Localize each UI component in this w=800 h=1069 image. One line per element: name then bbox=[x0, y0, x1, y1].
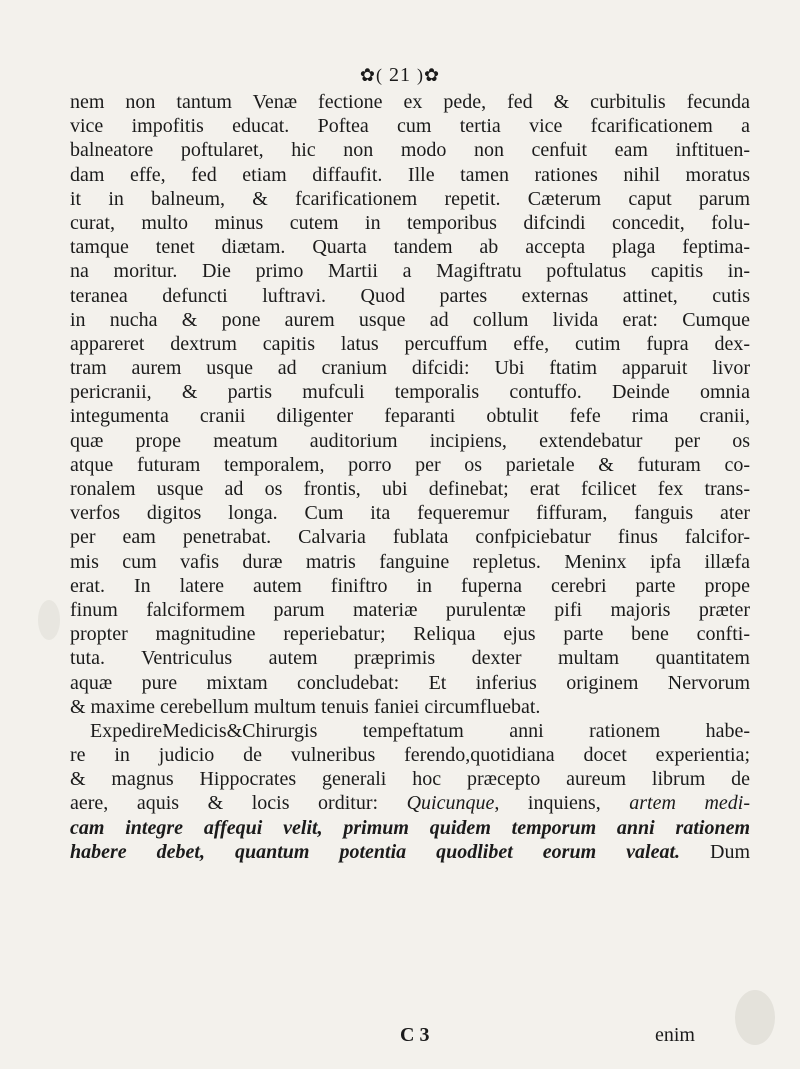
text-line: mis cum vafis duræ matris fanguine repletus. Meninx ipfa illæfa bbox=[70, 550, 750, 573]
text-line: pericranii, & partis mufculi temporalis contuffo. Deinde omnia bbox=[70, 381, 750, 404]
text-line: & maxime cerebellum multum tenuis faniei circumfluebat. bbox=[70, 695, 541, 718]
text-line: ronalem usque ad os frontis, ubi definebat; erat fcilicet fex trans- bbox=[70, 478, 750, 500]
text-line: dam effe, fed etiam diffaufit. Ille tamen rationes nihil moratus bbox=[70, 163, 750, 186]
text-line-quote-end bbox=[70, 840, 750, 864]
text-fragment: , inquiens, bbox=[494, 792, 630, 815]
text-line: in nucha & pone aurem usque ad collum livida erat: Cumque bbox=[70, 308, 750, 331]
text-fragment: aere, aquis & locis orditur: bbox=[70, 792, 379, 815]
text-line: it in balneum, & fcarificationem repetit. Cæterum caput parum bbox=[70, 187, 750, 210]
text-line: atque futuram temporalem, porro per os parietale & futuram co- bbox=[70, 453, 750, 476]
signature-mark: C 3 bbox=[400, 1024, 430, 1046]
text-line: integumenta cranii diligenter feparanti obtulit fefe rima cranii, bbox=[70, 405, 750, 428]
text-line: tram aurem usque ad cranium difcidi: Ubi ftatim apparuit livor bbox=[70, 357, 750, 380]
text-line: nem non tantum Venæ fectione ex pede, fed & curbitulis fecunda bbox=[70, 91, 750, 113]
quote-word: Quicunque bbox=[406, 792, 495, 815]
text-line: finum falciformem parum materiæ purulentæ pifi majoris præter bbox=[70, 598, 750, 621]
text-line-quote-start bbox=[70, 791, 750, 815]
body-text bbox=[70, 90, 750, 864]
text-line: vice impofitis educat. Poftea cum tertia vice fcarificationem a bbox=[70, 115, 750, 138]
text-line: erat. In latere autem finiftro in fuperna cerebri parte prope bbox=[70, 574, 750, 597]
text-line: tuta. Ventriculus autem præprimis dexter multam quantitatem bbox=[70, 647, 750, 670]
text-line: teranea defuncti luftravi. Quod partes externas attinet, cutis bbox=[70, 284, 750, 307]
text-line: propter magnitudine reperiebatur; Reliqua ejus parte bene confti- bbox=[70, 623, 750, 646]
page-number: 21 bbox=[389, 64, 411, 86]
text-line: per eam penetrabat. Calvaria fublata confpiciebatur finus falcifor- bbox=[70, 526, 750, 549]
text-line: na moritur. Die primo Martii a Magiftratu poftulatus capitis in- bbox=[70, 260, 750, 283]
page-footer bbox=[70, 1023, 750, 1047]
paper-stain bbox=[38, 600, 60, 640]
text-line: re in judicio de vulneribus ferendo,quotidiana docet experientia; bbox=[70, 744, 750, 767]
text-line: quæ prope meatum auditorium incipiens, extendebatur per os bbox=[70, 429, 750, 452]
page-header bbox=[0, 64, 800, 87]
text-line: aquæ pure mixtam concludebat: Et inferius originem Nervorum bbox=[70, 671, 750, 694]
catchword: enim bbox=[655, 1024, 695, 1046]
text-line: curat, multo minus cutem in temporibus difcindi concedit, folu- bbox=[70, 211, 750, 234]
quote-line: cam integre affequi velit, primum quidem temporum anni rationem bbox=[70, 816, 750, 839]
text-line: tamque tenet diætam. Quarta tandem ab accepta plaga feptima- bbox=[70, 236, 750, 259]
text-line: & magnus Hippocrates generali hoc præcepto aureum librum de bbox=[70, 768, 750, 791]
text-line: appareret dextrum capitis latus percuffum effe, cutim fupra dex- bbox=[70, 332, 750, 355]
text-fragment: Dum bbox=[710, 840, 750, 863]
text-line: verfos digitos longa. Cum ita fequeremur fiffuram, fanguis ater bbox=[70, 502, 750, 525]
quote-fragment: artem medi- bbox=[629, 792, 751, 815]
text-line: balneatore poftularet, hic non modo non cenfuit eam inftituen- bbox=[70, 139, 750, 162]
left-ornament: ✿( bbox=[359, 65, 383, 85]
paper-stain bbox=[735, 990, 775, 1045]
text-line: ExpedireMedicis&Chirurgis tempeftatum anni rationem habe- bbox=[90, 719, 750, 742]
quote-fragment: habere debet, quantum potentia quodlibet eorum valeat. bbox=[70, 840, 680, 863]
right-ornament: )✿ bbox=[417, 65, 441, 85]
